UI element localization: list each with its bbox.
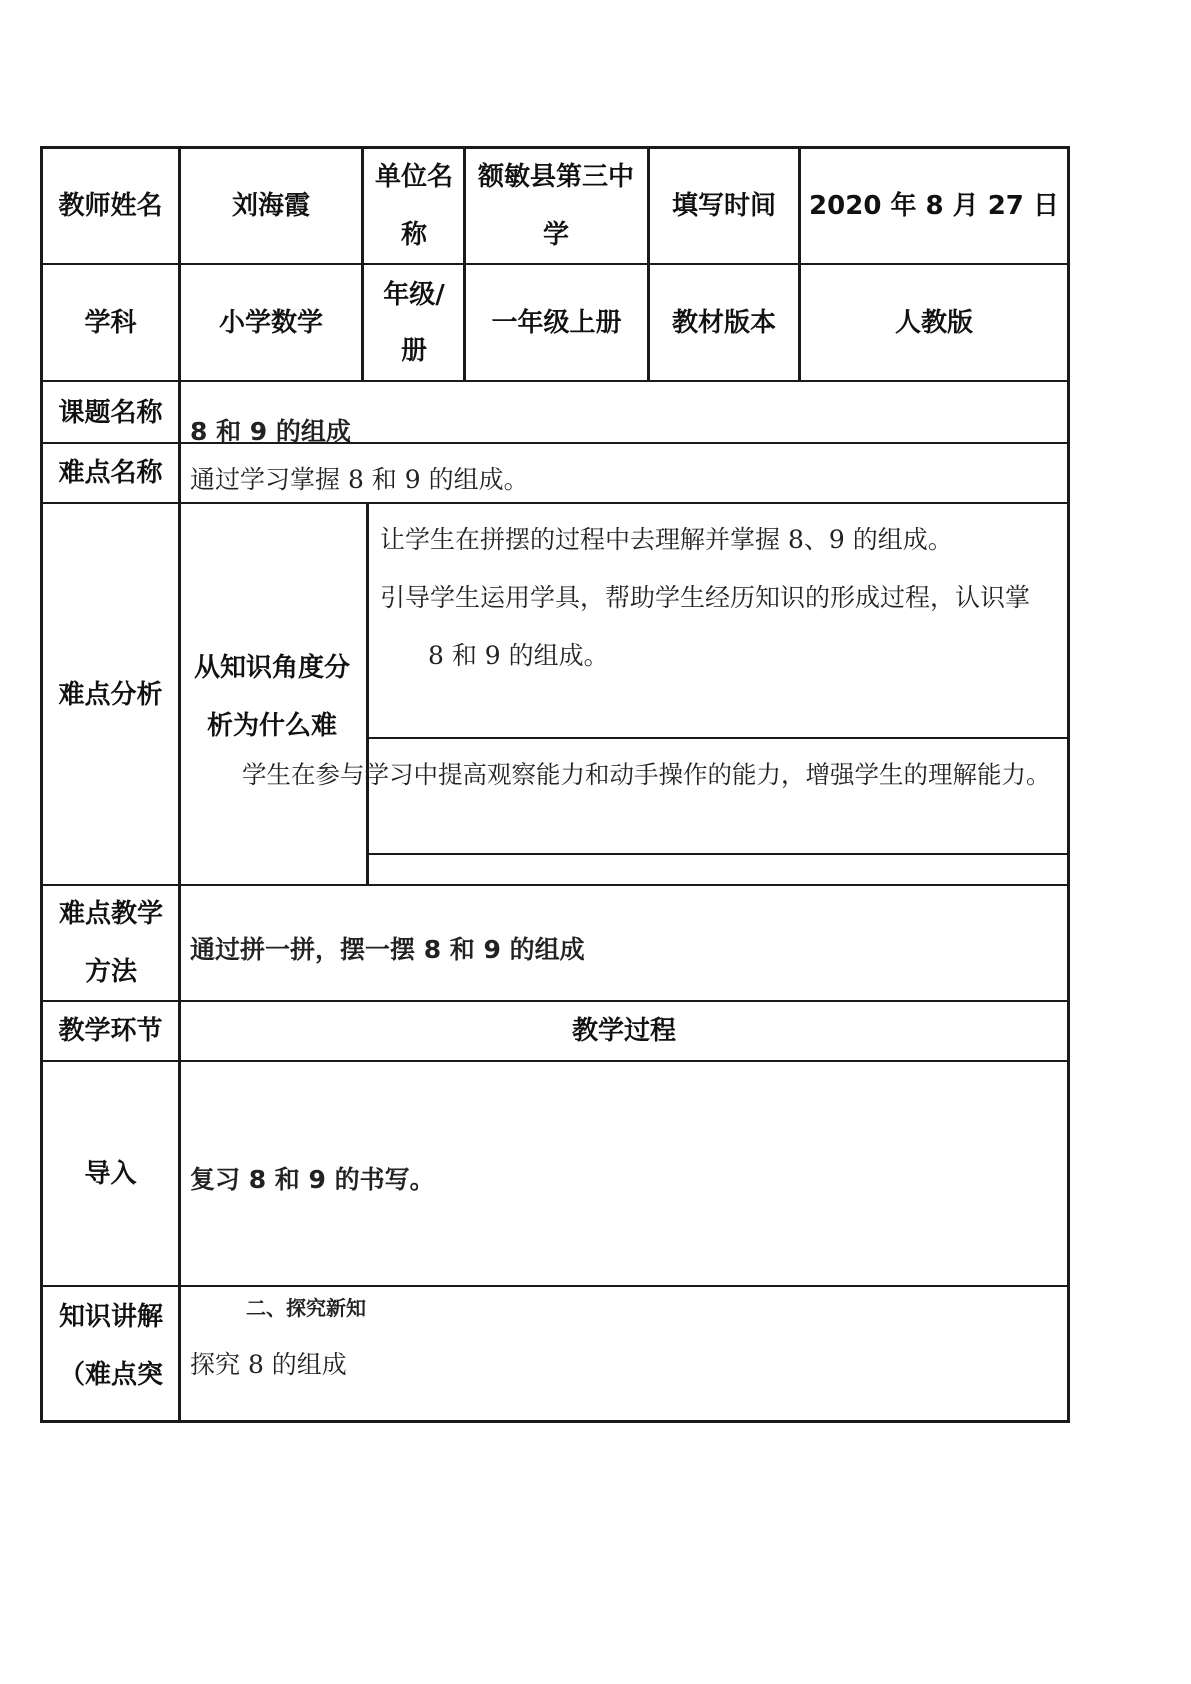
table-bottom-border bbox=[40, 1420, 1070, 1423]
analysis-inner-border-1 bbox=[368, 737, 1070, 739]
topic-label: 课题名称 bbox=[58, 397, 163, 428]
analysis-sub-label: 从知识角度分析为什么难 bbox=[193, 653, 350, 741]
row12-col2-border bbox=[361, 146, 364, 382]
fill-date-label: 填写时间 bbox=[671, 191, 776, 221]
analysis-line-3: 8 和 9 的组成。 bbox=[428, 641, 609, 670]
intro-bottom-border bbox=[40, 1285, 1070, 1287]
grade-value: 一年级上册 bbox=[491, 307, 622, 338]
edition-label: 教材版本 bbox=[671, 307, 776, 338]
analysis-label: 难点分析 bbox=[58, 679, 163, 710]
knowledge-heading: 二、探究新知 bbox=[246, 1296, 366, 1320]
edition-value: 人教版 bbox=[894, 307, 973, 338]
process-header: 教学过程 bbox=[571, 1016, 676, 1046]
intro-label: 导入 bbox=[84, 1158, 137, 1189]
method-value: 通过拼一拼，摆一摆 8 和 9 的组成 bbox=[190, 935, 585, 964]
knowledge-value: 探究 8 的组成 bbox=[190, 1350, 347, 1379]
unit-name-label: 单位名称 bbox=[374, 162, 453, 250]
process-stage-label: 教学环节 bbox=[58, 1016, 163, 1046]
analysis-line-2: 引导学生运用学具，帮助学生经历知识的形成过程，认识掌 bbox=[380, 583, 1031, 612]
analysis-overflow-line: 学生在参与学习中提高观察能力和动手操作的能力，增强学生的理解能力。 bbox=[242, 760, 1051, 789]
subject-value: 小学数学 bbox=[218, 307, 323, 338]
analysis-inner-border-2 bbox=[368, 853, 1070, 855]
knowledge-label: 知识讲解（难点突 bbox=[58, 1302, 163, 1390]
process-header-bottom-border bbox=[40, 1060, 1070, 1062]
grade-label: 年级/册 bbox=[383, 279, 445, 366]
table-right-border bbox=[1067, 146, 1070, 1423]
row2-bottom-border bbox=[40, 380, 1070, 382]
teacher-name-value: 刘海霞 bbox=[231, 191, 310, 221]
difficulty-label: 难点名称 bbox=[58, 458, 163, 488]
analysis-sub-border bbox=[366, 502, 369, 886]
teacher-name-label: 教师姓名 bbox=[58, 191, 163, 221]
subject-label: 学科 bbox=[84, 307, 137, 338]
intro-value: 复习 8 和 9 的书写。 bbox=[190, 1165, 435, 1194]
unit-name-value: 额敏县第三中学 bbox=[477, 162, 634, 250]
fill-date-value: 2020 年 8 月 27 日 bbox=[809, 191, 1059, 221]
analysis-line-1: 让学生在拼摆的过程中去理解并掌握 8、9 的组成。 bbox=[380, 525, 953, 554]
difficulty-value: 通过学习掌握 8 和 9 的组成。 bbox=[190, 465, 529, 494]
difficulty-bottom-border bbox=[40, 502, 1070, 504]
method-label: 难点教学方法 bbox=[58, 899, 163, 987]
topic-value: 8 和 9 的组成 bbox=[190, 417, 351, 446]
